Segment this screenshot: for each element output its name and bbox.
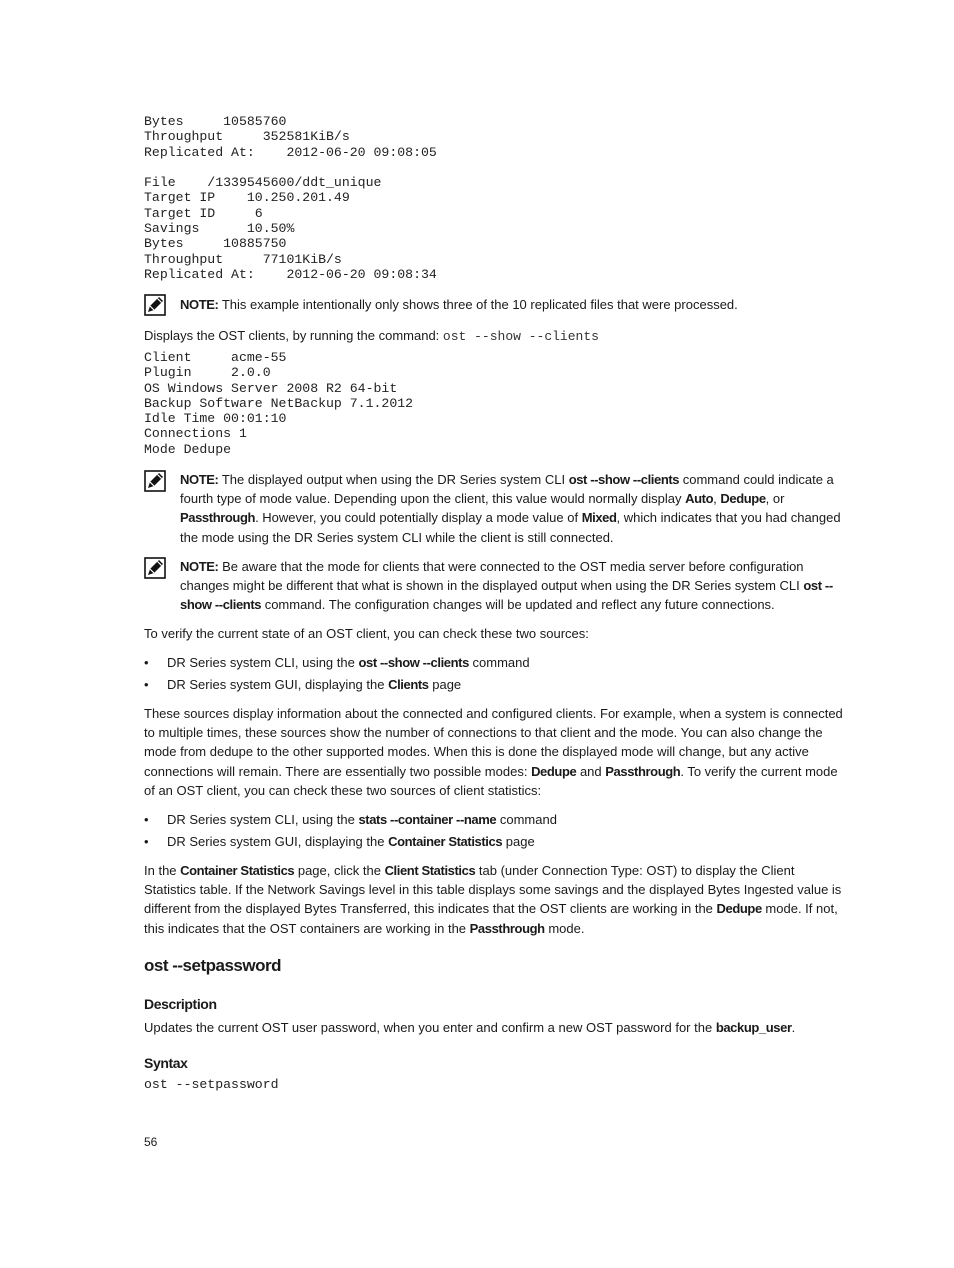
syntax-code: ost --setpassword (144, 1077, 279, 1092)
code-block-clients: Client acme-55 Plugin 2.0.0 OS Windows Server 2008 R2 64-bit Backup Software NetBackup 7.1.2012 Idle Time 00:01:10 Connections 1 Mode Dedupe (144, 350, 414, 457)
paragraph-show-clients: Displays the OST clients, by running the command: ost --show --clients (144, 328, 599, 344)
note-pencil-icon (144, 294, 166, 316)
paragraph-verify: To verify the current state of an OST client, you can check these two sources: (144, 626, 589, 641)
description-heading: Description (144, 996, 217, 1012)
note-configuration-changes: NOTE: Be aware that the mode for clients that were connected to the OST media server before configuration changes might be different that what is shown in the displayed output when using the DR Series system CLI ost --show --clients command. The configuration changes will be updated and reflect any future connections. (144, 557, 844, 615)
bullet-list-sources (144, 653, 530, 697)
inline-command: ost --show --clients (442, 329, 599, 344)
list-item: • DR Series system GUI, displaying the Clients page (144, 677, 462, 692)
note-mode-value: NOTE: The displayed output when using the DR Series system CLI ost --show --clients command could indicate a fourth type of mode value. Depending upon the client, this value would normally display Auto, Dedupe, or Passthrough. However, you could potentially display a mode value of Mixed, which indicates that you had changed the mode using the DR Series system CLI while the client is still connected. (144, 470, 844, 547)
page-number: 56 (144, 1135, 158, 1149)
list-item: • DR Series system GUI, displaying the Container Statistics page (144, 834, 535, 849)
syntax-heading: Syntax (144, 1055, 188, 1071)
note-pencil-icon (144, 470, 166, 492)
description-text: Updates the current OST user password, when you enter and confirm a new OST password for the backup_user. (144, 1020, 796, 1035)
note-label: NOTE: (180, 297, 219, 312)
list-item: • DR Series system CLI, using the ost --show --clients command (144, 655, 530, 670)
note-pencil-icon (144, 557, 166, 579)
code-block-replication: Bytes 10585760 Throughput 352581KiB/s Replicated At: 2012-06-20 09:08:05 File /1339545600/ddt_unique Target IP 10.250.201.49 Target ID 6 Savings 10.50% Bytes 10885750 Throughput 77101KiB/s Replicated At: 2012-06-20 09:08:34 (144, 114, 437, 282)
note-replicated-files (144, 294, 844, 314)
paragraph-container-statistics: In the Container Statistics page, click the Client Statistics tab (under Connection Type: OST) to display the Client Statistics table. If the Network Savings level in this table displays some savings and the displayed Bytes Ingested value is different from the displayed Bytes Transferred, this indicates that the OST clients are working in the Dedupe mode. If not, this indicates that the OST containers are working in the Passthrough mode. (144, 863, 842, 936)
paragraph-sources: These sources display information about the connected and configured clients. For example, when a system is connected to multiple times, these sources show the number of connections to that client and the mode. You can also change the mode from dedupe to the other supported modes. When this is done the displayed mode will change, but any active connections will remain. There are essentially two possible modes: Dedupe and Passthrough. To verify the current mode of an OST client, you can check these two sources of client statistics: (144, 706, 843, 798)
bullet-list-statistics (144, 810, 557, 854)
section-title: ost --setpassword (144, 956, 281, 975)
note-text: This example intentionally only shows three of the 10 replicated files that were processed. (218, 297, 738, 312)
list-item: • DR Series system CLI, using the stats --container --name command (144, 812, 557, 827)
